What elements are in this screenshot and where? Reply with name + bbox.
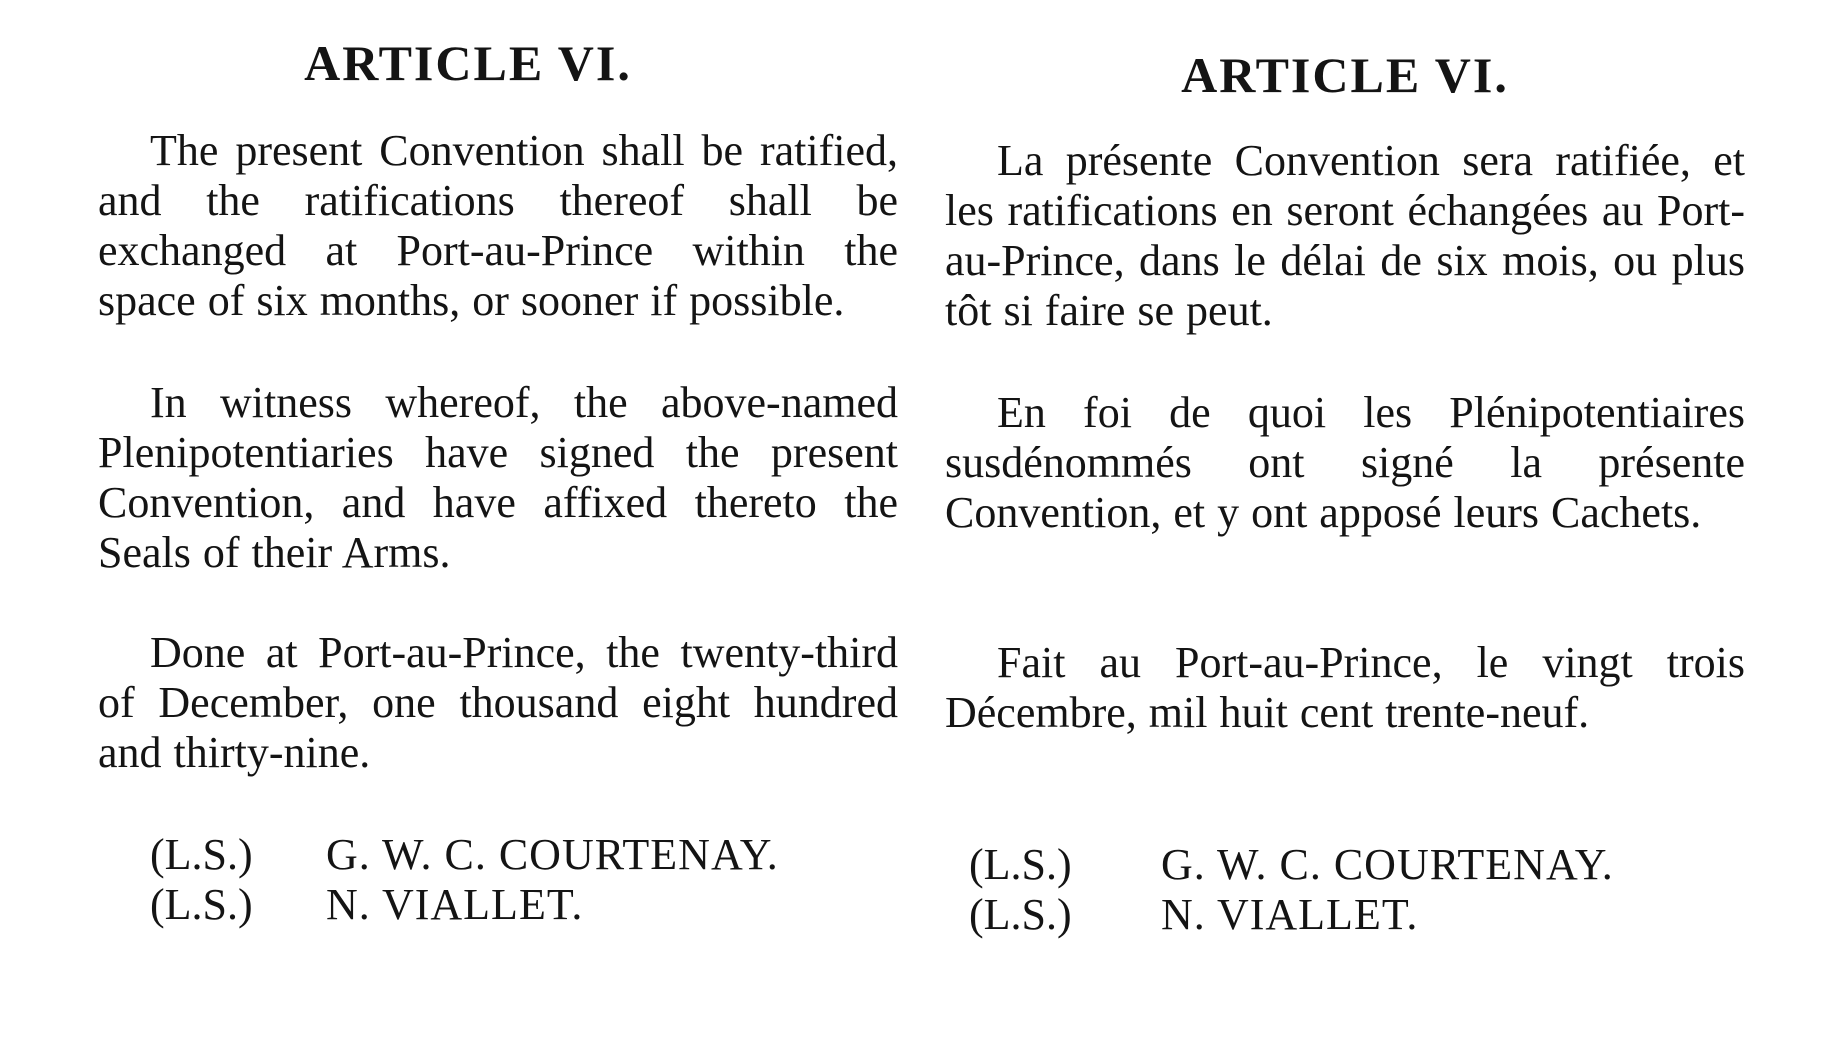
signatory-name: N. VIALLET. bbox=[326, 880, 584, 929]
english-article-heading: ARTICLE VI. bbox=[304, 35, 632, 91]
seal-mark: (L.S.) bbox=[969, 840, 1072, 889]
english-paragraph-witness: In witness whereof, the above-named Plenipotentiaries have signed the present Convention, and have affixed thereto the Seals of their Arms. bbox=[98, 378, 898, 577]
french-paragraph-ratification: La présente Convention sera ratifiée, et les ratifications en seront échangées au Port-au-Prince, dans le délai de six mois, ou plus tôt si faire se peut. bbox=[945, 136, 1745, 335]
english-paragraph-done-at: Done at Port-au-Prince, the twenty-third of December, one thousand eight hundred and thirty-nine. bbox=[98, 628, 898, 777]
english-signature-courtenay bbox=[150, 830, 779, 880]
signatory-name: G. W. C. COURTENAY. bbox=[1161, 840, 1614, 889]
french-paragraph-fait-au: Fait au Port-au-Prince, le vingt trois Décembre, mil huit cent trente-neuf. bbox=[945, 638, 1745, 737]
french-article-heading: ARTICLE VI. bbox=[1181, 47, 1509, 103]
seal-mark: (L.S.) bbox=[150, 830, 253, 879]
signatory-name: N. VIALLET. bbox=[1161, 890, 1419, 939]
seal-mark: (L.S.) bbox=[969, 890, 1072, 939]
french-paragraph-witness: En foi de quoi les Plénipotentiaires susdénommés ont signé la présente Convention, et y ont apposé leurs Cachets. bbox=[945, 388, 1745, 537]
english-signature-viallet bbox=[150, 880, 583, 930]
french-signature-viallet bbox=[969, 890, 1418, 940]
french-signature-courtenay bbox=[969, 840, 1614, 890]
seal-mark: (L.S.) bbox=[150, 880, 253, 929]
signatory-name: G. W. C. COURTENAY. bbox=[326, 830, 779, 879]
english-paragraph-ratification: The present Convention shall be ratified, and the ratifications thereof shall be exchanged at Port-au-Prince within the space of six months, or sooner if possible. bbox=[98, 126, 898, 325]
